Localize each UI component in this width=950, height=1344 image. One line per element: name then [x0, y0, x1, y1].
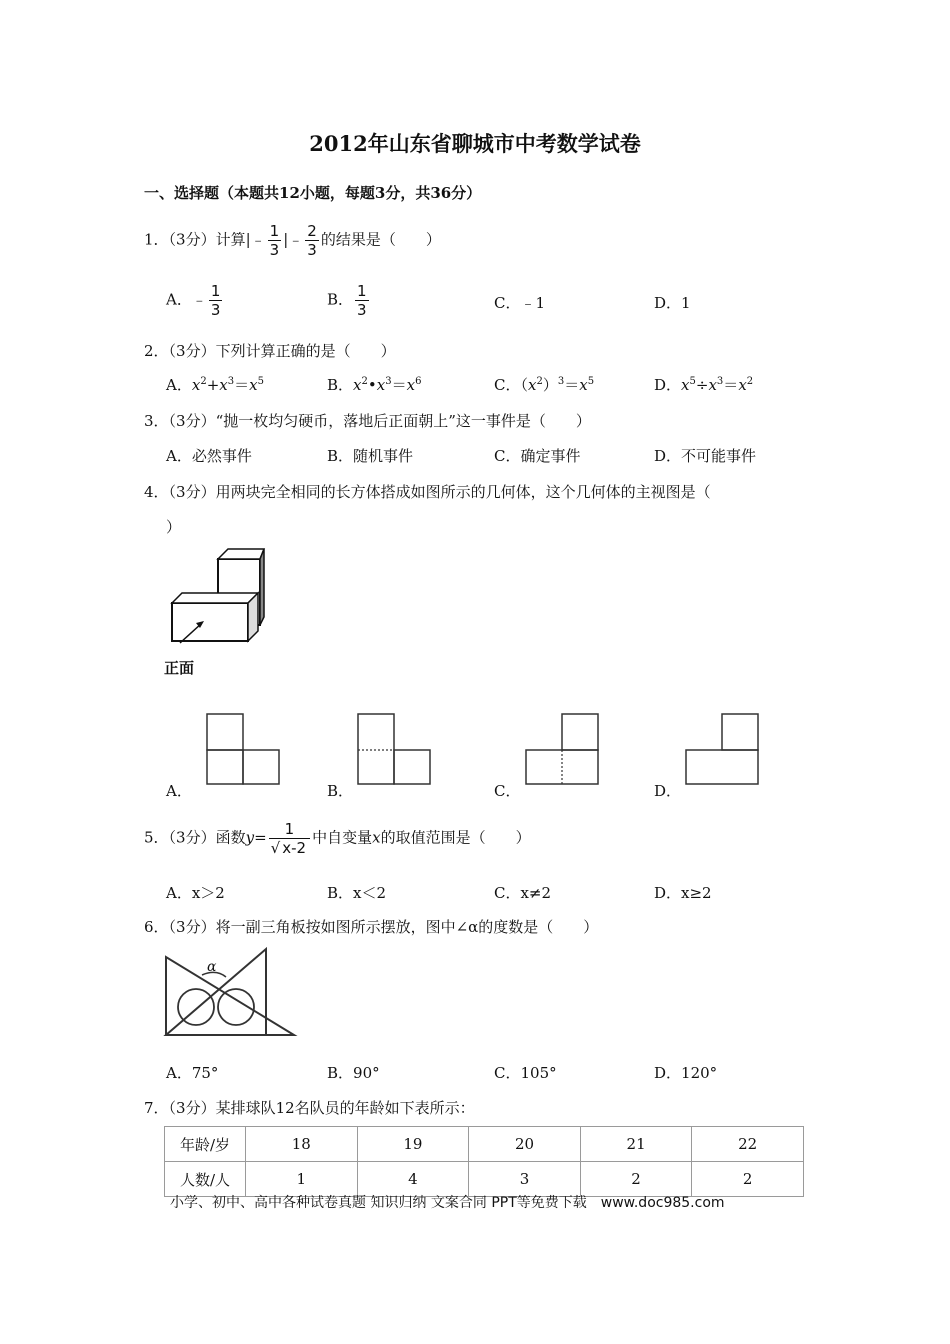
q4-solid-figure — [160, 545, 270, 650]
q2-option-b: B．$x^2•x^3=x^6$ — [327, 376, 422, 394]
q5-option-b: B．x＜2 — [327, 884, 387, 902]
q5-fraction: $\frac{1}{√ x-2}$ — [269, 820, 310, 857]
q4-view-a — [205, 712, 283, 787]
q1-number: 1． — [144, 230, 169, 249]
table-row: 年龄/岁 18 19 20 21 22 — [165, 1127, 804, 1162]
q3-text: “抛一枚均匀硬币，落地后正面朝上”这一事件是（ ） — [215, 412, 591, 430]
q3-option-a: A．必然事件 — [166, 447, 252, 465]
q6-triangle-figure — [160, 945, 300, 1040]
question-6: 6．（3分）将一副三角板按如图所示摆放，图中∠α的度数是（ ） — [144, 918, 599, 936]
question-1 — [144, 222, 441, 259]
q1-option-c: C．﹣1 — [494, 294, 546, 312]
question-2: 2．（3分）下列计算正确的是（ ） — [144, 342, 396, 360]
question-5: 5．（3分）函数y= $\frac{1}{√ x-2}$ 中自变量x的取值范围是（ ） — [144, 820, 531, 857]
q1-text-pre: 计算|﹣ — [215, 230, 266, 249]
q2-text: 下列计算正确的是（ ） — [215, 342, 396, 360]
q4-text: 用两块完全相同的长方体搭成如图所示的几何体，这个几何体的主视图是（ — [215, 483, 711, 501]
question-7: 7．（3分）某排球队12名队员的年龄如下表所示： — [144, 1099, 475, 1117]
q4-view-d — [684, 712, 762, 787]
table-row: 人数/人 1 4 3 2 2 — [165, 1162, 804, 1197]
q3-option-b: B．随机事件 — [327, 447, 414, 465]
q2-option-c: C．$(x^2)^3=x^5$ — [494, 376, 595, 394]
q5-option-a: A．x＞2 — [166, 884, 225, 902]
q6-text: 将一副三角板按如图所示摆放，图中∠α的度数是（ ） — [215, 918, 599, 936]
q2-option-d: D．$x^5\div x^3=x^2$ — [654, 376, 754, 394]
q4-text-close: ） — [166, 518, 182, 536]
q1-option-b: B． $\frac{1}{3}$ — [327, 282, 367, 319]
question-3: 3．（3分）“抛一枚均匀硬币，落地后正面朝上”这一事件是（ ） — [144, 412, 591, 430]
age-table — [164, 1126, 804, 1197]
q4-option-d: D． — [654, 782, 682, 800]
q1-fraction-2: $\frac{2}{3}$ — [307, 222, 317, 259]
q3-option-c: C．确定事件 — [494, 447, 581, 465]
q6-option-c: C．105° — [494, 1064, 557, 1082]
q6-option-a: A．75° — [166, 1064, 219, 1082]
q6-option-d: D．120° — [654, 1064, 718, 1082]
q5-option-c: C．x≠2 — [494, 884, 552, 902]
q4-view-c — [524, 712, 602, 787]
q1-text-post: 的结果是（ ） — [320, 230, 441, 249]
section-heading: 一、选择题（本题共12小题，每题3分，共36分） — [144, 184, 482, 202]
q4-option-b: B． — [327, 782, 354, 800]
question-4: 4．（3分）用两块完全相同的长方体搭成如图所示的几何体，这个几何体的主视图是（ — [144, 483, 711, 501]
page-footer: 小学、初中、高中各种试卷真题 知识归纳 文案合同 PPT等免费下载 www.doc985.com — [170, 1195, 725, 1211]
q5-option-d: D．x≥2 — [654, 884, 712, 902]
q3-option-d: D．不可能事件 — [654, 447, 757, 465]
q2-option-a: A．$x^2+x^3=x^5$ — [166, 376, 264, 394]
q1-score: （3分） — [168, 230, 216, 249]
q4-front-label: 正面 — [164, 659, 195, 677]
q1-text-mid: |﹣ — [283, 230, 304, 249]
q6-alpha-label: α — [207, 959, 217, 975]
page-title: 2012年山东省聊城市中考数学试卷 — [309, 131, 641, 156]
q4-option-a: A． — [166, 782, 192, 800]
q1-option-d: D．1 — [654, 294, 691, 312]
q4-option-c: C． — [494, 782, 521, 800]
q6-option-b: B．90° — [327, 1064, 380, 1082]
q1-option-a: A．﹣ $\frac{1}{3}$ — [166, 282, 221, 319]
q4-view-b — [356, 712, 434, 787]
q7-text: 某排球队12名队员的年龄如下表所示： — [215, 1099, 475, 1117]
q1-fraction-1: $\frac{1}{3}$ — [269, 222, 280, 259]
